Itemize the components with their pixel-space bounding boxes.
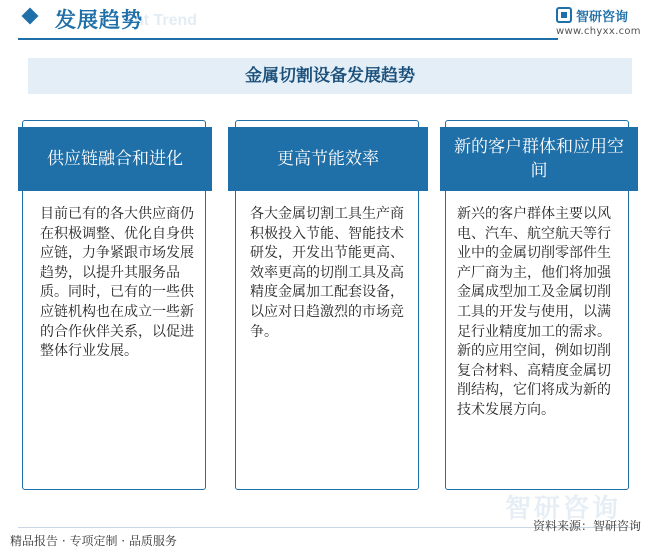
trend-card-body: 新兴的客户群体主要以风电、汽车、航空航天等行业中的金属切削零部件生产厂商为主，他们将加强金属成型加工及金属切削工具的开发与使用，以满足行业精度加工的需求。新的应用空间，例如切削复合材料、高精度金属切削结构，它们将成为新的技术发展方向。 — [457, 206, 611, 418]
trend-card-heading: 供应链融合和进化 — [18, 127, 212, 191]
trend-card-body: 目前已有的各大供应商仍在积极调整、优化自身供应链，力争紧跟市场发展趋势，以提升其服务品质。同时，已有的一些供应链机构也在成立一些新的合作伙伴关系，以促进整体行业发展。 — [40, 206, 194, 360]
page-title: 发展趋势 — [55, 8, 143, 32]
brand-url[interactable]: www.chyxx.com — [556, 26, 641, 37]
logo-icon — [556, 7, 572, 23]
brand-logo[interactable] — [556, 6, 641, 42]
brand-name: 智研咨询 — [576, 10, 629, 25]
footer-tagline: 精品报告 · 专项定制 · 品质服务 — [10, 534, 177, 548]
diamond-icon — [22, 8, 39, 25]
data-source: 资料来源：智研咨询 — [532, 519, 641, 533]
brand-watermark: 智研咨询 — [504, 494, 621, 524]
section-banner: 金属切割设备发展趋势 — [28, 58, 632, 94]
header-ghost-text: ent Trend — [125, 12, 198, 29]
header-divider — [18, 38, 558, 40]
trend-card-heading: 新的客户群体和应用空间 — [440, 127, 638, 191]
trend-card-body: 各大金属切割工具生产商积极投入节能、智能技术研发，开发出节能更高、效率更高的切削工具及高精度金属加工配套设备，以应对日趋激烈的市场竞争。 — [250, 206, 404, 340]
page-header — [0, 0, 651, 40]
trend-card-heading: 更高节能效率 — [228, 127, 428, 191]
